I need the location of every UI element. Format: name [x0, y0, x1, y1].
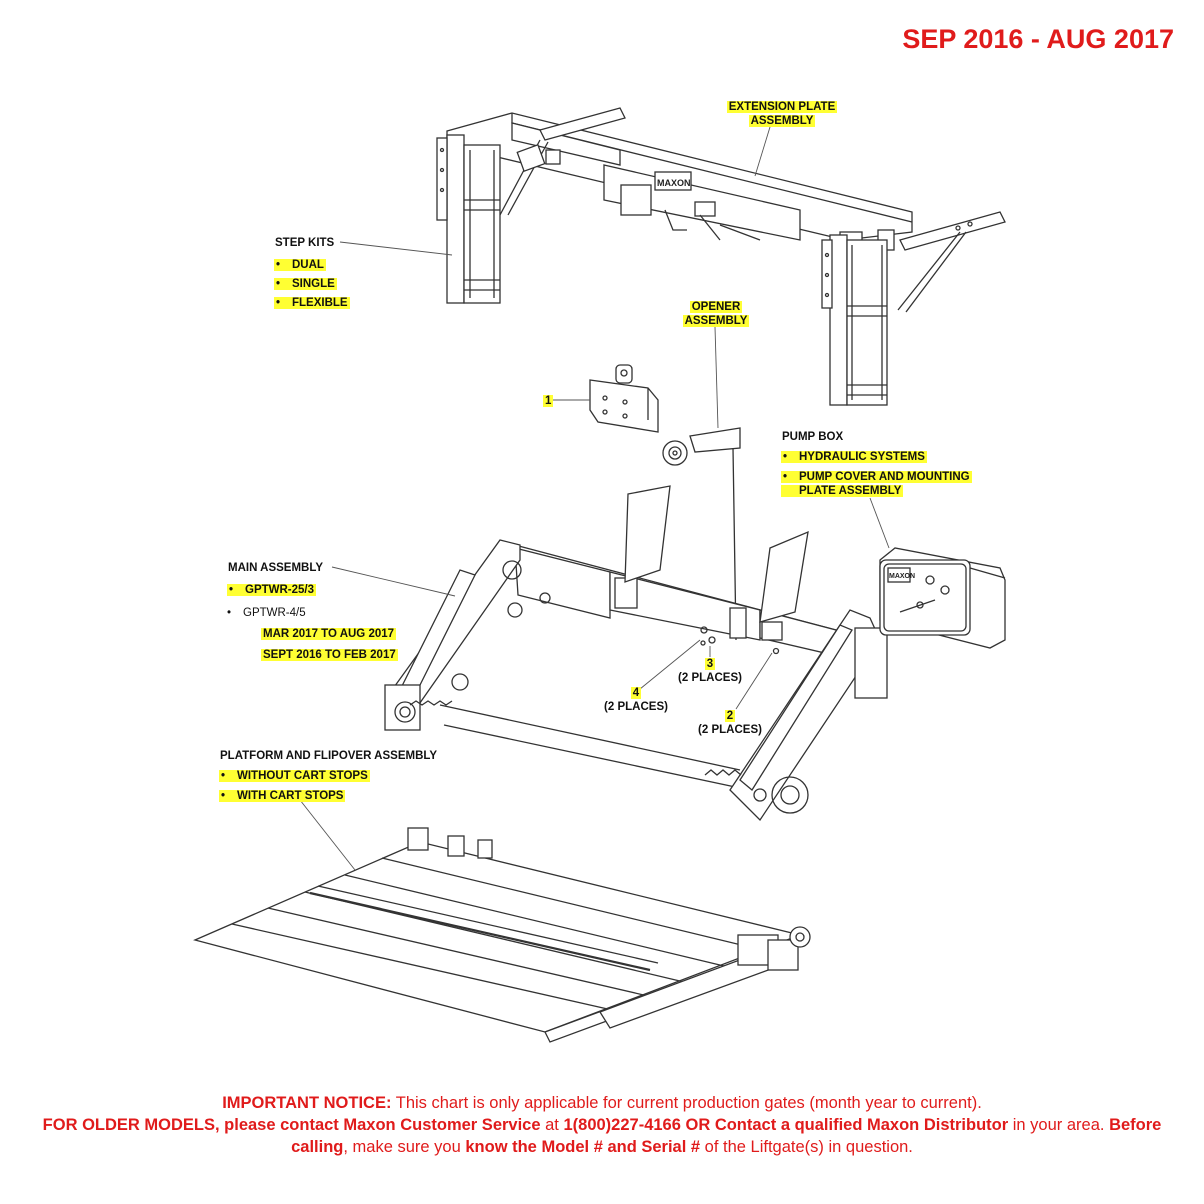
main-assembly — [385, 486, 887, 820]
important-notice — [40, 1092, 1164, 1158]
brand-label-pump: MAXON — [889, 573, 916, 580]
step-kit-right — [822, 235, 887, 405]
main-assembly-range-sept2016: SEPT 2016 TO FEB 2017 — [263, 649, 396, 661]
callout-platform-title: PLATFORM AND FLIPOVER ASSEMBLY — [220, 750, 438, 762]
callout-main-assembly-title: MAIN ASSEMBLY — [228, 562, 323, 574]
platform-option-with-cart-stops: • WITH CART STOPS — [221, 790, 344, 802]
main-assembly-model-gptwr-25-3: • GPTWR-25/3 — [229, 584, 315, 596]
callout-part-1: 1 — [545, 395, 552, 407]
pump-box-option-hydraulic: • HYDRAULIC SYSTEMS — [783, 451, 925, 463]
date-range-title: SEP 2016 - AUG 2017 — [902, 24, 1174, 54]
pump-box-option-cover: • PUMP COVER AND MOUNTING PLATE ASSEMBLY — [783, 471, 970, 497]
notice-at: at — [540, 1116, 564, 1134]
main-assembly-range-mar2017: MAR 2017 TO AUG 2017 — [263, 628, 395, 640]
notice-phone: 1(800)227-4166 OR Contact a qualified Maxon Distributor — [563, 1116, 1009, 1134]
notice-before-calling: Before calling — [291, 1116, 1162, 1156]
callout-part-3: 3 (2 PLACES) — [678, 658, 742, 684]
notice-make-sure: , make sure you — [343, 1138, 466, 1156]
main-assembly-model-gptwr-4-5: • GPTWR-4/5 — [227, 607, 306, 619]
opener-line2: ASSEMBLY — [684, 315, 748, 327]
opener-line1: OPENER — [691, 301, 741, 313]
step-kit-option-flexible: • FLEXIBLE — [276, 297, 348, 309]
notice-end: of the Liftgate(s) in question. — [700, 1138, 913, 1156]
platform-assembly — [195, 828, 810, 1042]
step-kit-option-single: • SINGLE — [276, 278, 335, 290]
pump-box — [880, 548, 1005, 648]
extension-plate-line2: ASSEMBLY — [750, 115, 814, 127]
notice-area: in your area. — [1008, 1116, 1110, 1134]
callout-opener — [676, 300, 756, 328]
callout-extension-plate — [726, 100, 838, 128]
step-kit-left — [437, 135, 500, 303]
callout-part-4: 4 (2 PLACES) — [604, 687, 668, 713]
platform-option-without-cart-stops: • WITHOUT CART STOPS — [221, 770, 368, 782]
brand-label-frame: MAXON — [657, 178, 691, 188]
notice-older-models: FOR OLDER MODELS, please contact Maxon Customer Service — [42, 1116, 541, 1134]
notice-important-label: IMPORTANT NOTICE: — [222, 1094, 392, 1112]
notice-know-model-serial: know the Model # and Serial # — [465, 1138, 701, 1156]
callout-step-kits-title: STEP KITS — [275, 237, 335, 249]
notice-important-text: This chart is only applicable for current production gates (month year to current). — [391, 1094, 982, 1112]
extension-plate-assembly — [447, 108, 1005, 312]
part-1-bracket — [590, 365, 658, 432]
callout-pump-box-title: PUMP BOX — [782, 431, 844, 443]
step-kit-option-dual: • DUAL — [276, 259, 324, 271]
extension-plate-line1: EXTENSION PLATE — [728, 101, 836, 113]
callout-part-2: 2 (2 PLACES) — [698, 710, 762, 736]
